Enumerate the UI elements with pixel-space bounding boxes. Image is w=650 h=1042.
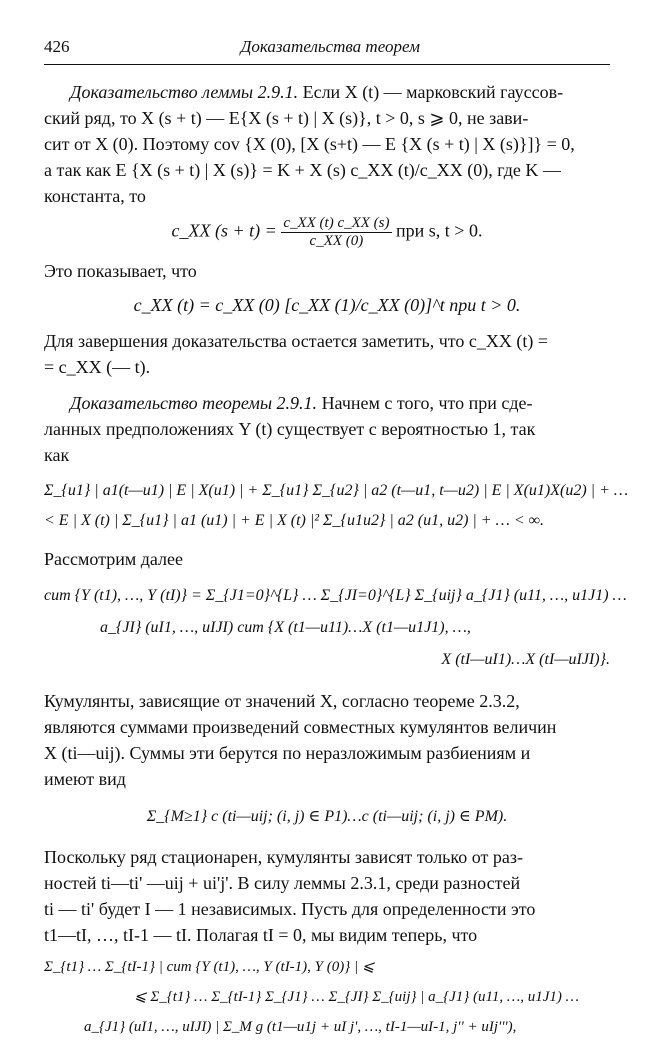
completion-line-1: Для завершения доказательства остается заметить, что c_XX (t) = (44, 331, 549, 351)
cumulants-line-2: являются суммами произведений совместных кумулянтов величин (44, 717, 557, 737)
theorem-proof-line-1: Начнем с того, что при сде- (321, 393, 533, 413)
stationary-line-1: Поскольку ряд стационарен, кумулянты зависят только от раз- (44, 847, 523, 867)
lemma-proof-paragraph (44, 79, 610, 209)
theorem-proof-paragraph (44, 390, 610, 468)
cumulants-paragraph (44, 688, 610, 792)
page-number: 426 (44, 37, 70, 56)
lemma-proof-title: Доказательство леммы 2.9.1. (70, 82, 299, 102)
cumulants-line-1: Кумулянты, зависящие от значений X, согласно теореме 2.3.2, (44, 691, 520, 711)
stationary-line-2: ностей ti—ti' —uij + ui'j'. В силу леммы 2.3.1, среди разностей (44, 873, 521, 893)
theorem-proof-title: Доказательство теоремы 2.9.1. (70, 393, 318, 413)
completion-paragraph (44, 328, 610, 380)
equation-1-fraction (281, 215, 391, 250)
equation-3-line-2: < E | X (t) | Σ_{u1} | a1 (u1) | + E | X (t) |² Σ_{u1u2} | a2 (u1, u2) | + … < ∞. (44, 512, 545, 529)
equation-6-line-3: a_{J1} (uI1, …, uIJI) | Σ_M g (t1—u1j + uI j', …, tI-1—uI-1, j'' + uIj'''), (84, 1019, 517, 1035)
cumulants-line-3: X (ti—uij). Суммы эти берутся по неразложимым разбиениям и (44, 743, 531, 763)
equation-3-line-1: Σ_{u1} | a1(t—u1) | E | X(u1) | + Σ_{u1} Σ_{u2} | a2 (t—u1, t—u2) | E | X(u1)X(u2) | + … (44, 482, 629, 499)
equation-3 (44, 476, 629, 536)
cumulants-line-4: имеют вид (44, 769, 126, 789)
equation-4-line-2: a_{JI} (uI1, …, uIJI) cum {X (t1—u11)…X (t1—u1J1), …, (100, 619, 471, 636)
equation-4-line-3: X (tI—uI1)…X (tI—uIJI)}. (441, 651, 610, 668)
equation-6-line-2: ⩽ Σ_{t1} … Σ_{tI-1} Σ_{J1} … Σ_{JI} Σ_{uij} | a_{J1} (u11, …, u1J1) … (134, 989, 580, 1005)
page-header (44, 34, 610, 65)
lemma-proof-line-3: сит от X (0). Поэтому cov {X (0), [X (s+t) — E {X (s + t) | X (s)}]} = 0, (44, 134, 575, 154)
equation-5: Σ_{M≥1} c (ti—uij; (i, j) ∈ P1)…c (ti—uij; (i, j) ∈ PM). (146, 808, 508, 825)
consider-text: Рассмотрим далее (44, 549, 184, 569)
equation-1 (44, 215, 610, 250)
stationary-line-4: t1—tI, …, tI-1 — tI. Полагая tI = 0, мы видим теперь, что (44, 925, 478, 945)
completion-line-2: = c_XX (— t). (44, 357, 151, 377)
equation-1-numerator: c_XX (t) c_XX (s) (283, 215, 390, 231)
equation-6-line-1: Σ_{t1} … Σ_{tI-1} | cum {Y (t1), …, Y (tI-1), Y (0)} | ⩽ (44, 959, 375, 975)
lemma-proof-line-4: а так как E {X (s + t) | X (s)} = K + X (s) c_XX (t)/c_XX (0), где K — (44, 160, 561, 180)
stationary-paragraph (44, 844, 610, 948)
equation-2: c_XX (t) = c_XX (0) [c_XX (1)/c_XX (0)]^t при t > 0. (133, 295, 521, 315)
equation-4 (44, 580, 627, 676)
theorem-proof-line-2: ланных предположениях Y (t) существует с вероятностью 1, так (44, 419, 536, 439)
equation-6 (44, 952, 610, 1042)
lemma-proof-line-2: ский ряд, то X (s + t) — E{X (s + t) | X (s)}, t > 0, s ⩾ 0, не зави- (44, 108, 529, 128)
lemma-proof-line-5: константа, то (44, 186, 146, 206)
running-title: Доказательства теорем (240, 37, 420, 56)
equation-4-line-1: cum {Y (t1), …, Y (tI)} = Σ_{J1=0}^{L} … Σ_{JI=0}^{L} Σ_{uij} a_{J1} (u11, …, u1J1) … (44, 587, 627, 604)
equation-1-denominator: c_XX (0) (309, 233, 364, 249)
equation-1-rhs: при s, t > 0. (396, 220, 483, 241)
equation-1-lhs: c_XX (s + t) = (171, 220, 277, 241)
book-page (44, 34, 629, 1042)
theorem-proof-line-3: как (44, 445, 70, 465)
shows-text: Это показывает, что (44, 261, 197, 281)
lemma-proof-line-1: Если X (t) — марковский гауссов- (302, 82, 564, 102)
stationary-line-3: ti — ti' будет I — 1 независимых. Пусть для определенности это (44, 899, 536, 919)
